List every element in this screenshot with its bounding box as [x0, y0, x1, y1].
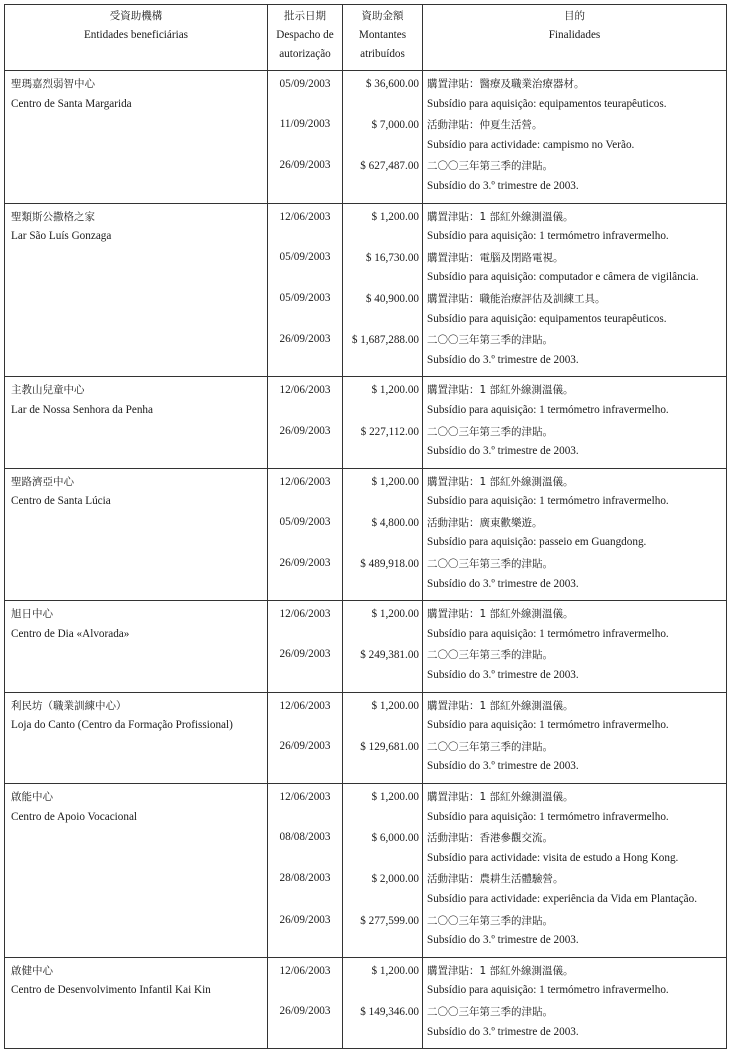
entity-cell [5, 248, 268, 289]
entity-cell [5, 957, 268, 1002]
header-amount [343, 5, 423, 71]
purpose-zh: 活動津貼：農耕生活體驗營。 [427, 873, 564, 886]
grant-date: 05/09/2003 [268, 289, 343, 330]
grant-date: 26/09/2003 [268, 911, 343, 958]
header-amount-zh: 資助金額 [361, 10, 404, 22]
grant-purpose [423, 115, 727, 156]
header-purpose-pt: Finalidades [548, 29, 601, 41]
entity-name-zh: 聖瑪嘉烈弱智中心 [11, 78, 95, 90]
grant-purpose [423, 330, 727, 377]
grant-amount: $ 489,918.00 [343, 554, 423, 601]
grant-row [5, 422, 727, 469]
grant-amount: $ 1,200.00 [343, 468, 423, 513]
grant-date: 12/06/2003 [268, 377, 343, 422]
purpose-pt: Subsídio para aquisição: equipamentos teurapêuticos. [427, 312, 667, 325]
purpose-pt: Subsídio do 3.º trimestre de 2003. [427, 669, 579, 682]
purpose-zh: 購置津貼：1 部紅外線測溫儀。 [427, 699, 574, 712]
grant-purpose [423, 869, 727, 910]
header-date-pt1: Despacho de [276, 29, 334, 41]
grant-row [5, 869, 727, 910]
purpose-zh: 二〇〇三年第三季的津貼。 [427, 649, 553, 662]
entity-name-pt: Lar São Luís Gonzaga [11, 230, 112, 243]
purpose-zh: 二〇〇三年第三季的津貼。 [427, 558, 553, 571]
grant-row [5, 692, 727, 737]
grant-row [5, 957, 727, 1002]
purpose-pt: Subsídio para aquisição: computador e câmera de vigilância. [427, 271, 699, 284]
grant-date: 12/06/2003 [268, 203, 343, 248]
grant-purpose [423, 784, 727, 829]
table-body [5, 71, 727, 1049]
grant-amount: $ 40,900.00 [343, 289, 423, 330]
grant-purpose [423, 248, 727, 289]
entity-cell [5, 513, 268, 554]
purpose-zh: 二〇〇三年第三季的津貼。 [427, 914, 553, 927]
purpose-zh: 二〇〇三年第三季的津貼。 [427, 1005, 553, 1018]
grant-date: 26/09/2003 [268, 1002, 343, 1049]
grant-amount: $ 1,687,288.00 [343, 330, 423, 377]
grant-amount: $ 129,681.00 [343, 737, 423, 784]
grant-date: 12/06/2003 [268, 692, 343, 737]
purpose-pt: Subsídio para aquisição: 1 termómetro infravermelho. [427, 403, 669, 416]
entity-name-pt: Centro de Dia «Alvorada» [11, 627, 130, 640]
purpose-zh: 購置津貼：醫療及職業治療器材。 [427, 78, 585, 90]
grant-row [5, 156, 727, 203]
entity-cell [5, 692, 268, 737]
entity-name-pt: Centro de Santa Margarida [11, 97, 132, 110]
grant-row [5, 289, 727, 330]
entity-name-pt: Centro de Desenvolvimento Infantil Kai Kin [11, 984, 211, 997]
grant-date: 26/09/2003 [268, 737, 343, 784]
grant-date: 12/06/2003 [268, 468, 343, 513]
grant-date: 28/08/2003 [268, 869, 343, 910]
purpose-zh: 二〇〇三年第三季的津貼。 [427, 160, 553, 173]
purpose-pt: Subsídio do 3.º trimestre de 2003. [427, 760, 579, 773]
grant-date: 05/09/2003 [268, 71, 343, 116]
grant-purpose [423, 737, 727, 784]
grant-date: 12/06/2003 [268, 601, 343, 646]
purpose-pt: Subsídio para actividade: experiência da Vida em Plantação. [427, 892, 698, 905]
grant-purpose [423, 422, 727, 469]
purpose-pt: Subsídio do 3.º trimestre de 2003. [427, 1025, 579, 1038]
purpose-pt: Subsídio para actividade: campismo no Verão. [427, 138, 635, 151]
grant-purpose [423, 692, 727, 737]
entity-name-zh: 聖路濟亞中心 [11, 475, 74, 488]
grant-amount: $ 227,112.00 [343, 422, 423, 469]
purpose-zh: 活動津貼：香港參觀交流。 [427, 832, 553, 845]
entity-cell [5, 289, 268, 330]
grant-amount: $ 1,200.00 [343, 377, 423, 422]
entity-cell [5, 828, 268, 869]
grant-amount: $ 36,600.00 [343, 71, 423, 116]
grant-date: 05/09/2003 [268, 248, 343, 289]
grant-purpose [423, 468, 727, 513]
grant-row [5, 203, 727, 248]
entity-cell [5, 203, 268, 248]
purpose-zh: 購置津貼：1 部紅外線測溫儀。 [427, 384, 574, 397]
grant-amount: $ 1,200.00 [343, 203, 423, 248]
grant-date: 26/09/2003 [268, 554, 343, 601]
grant-date: 12/06/2003 [268, 957, 343, 1002]
purpose-zh: 活動津貼：仲夏生活營。 [427, 119, 543, 132]
entity-cell [5, 422, 268, 469]
grant-row [5, 468, 727, 513]
header-entity [5, 5, 268, 71]
header-date-zh: 批示日期 [284, 10, 326, 22]
table-header [5, 5, 727, 71]
purpose-pt: Subsídio para aquisição: 1 termómetro infravermelho. [427, 627, 669, 640]
grant-amount: $ 1,200.00 [343, 692, 423, 737]
entity-name-zh: 旭日中心 [11, 608, 53, 621]
grant-purpose [423, 957, 727, 1002]
grant-purpose [423, 1002, 727, 1049]
grant-amount: $ 277,599.00 [343, 911, 423, 958]
purpose-zh: 活動津貼：廣東歡樂遊。 [427, 516, 543, 529]
purpose-pt: Subsídio para aquisição: 1 termómetro infravermelho. [427, 810, 669, 823]
grant-row [5, 554, 727, 601]
grant-amount: $ 16,730.00 [343, 248, 423, 289]
grant-date: 26/09/2003 [268, 645, 343, 692]
grant-amount: $ 1,200.00 [343, 601, 423, 646]
entity-cell [5, 645, 268, 692]
grant-row [5, 784, 727, 829]
grant-amount: $ 4,800.00 [343, 513, 423, 554]
grant-amount: $ 7,000.00 [343, 115, 423, 156]
entity-cell [5, 737, 268, 784]
grant-purpose [423, 289, 727, 330]
grant-purpose [423, 203, 727, 248]
entity-cell [5, 554, 268, 601]
grant-amount: $ 2,000.00 [343, 869, 423, 910]
entity-name-zh: 利民坊（職業訓練中心） [11, 699, 127, 712]
grant-date: 11/09/2003 [268, 115, 343, 156]
purpose-pt: Subsídio do 3.º trimestre de 2003. [427, 577, 579, 590]
purpose-pt: Subsídio do 3.º trimestre de 2003. [427, 934, 579, 947]
grant-row [5, 513, 727, 554]
grant-row [5, 601, 727, 646]
entity-name-pt: Centro de Apoio Vocacional [11, 810, 138, 823]
grant-purpose [423, 554, 727, 601]
purpose-zh: 購置津貼：1 部紅外線測溫儀。 [427, 475, 574, 488]
purpose-zh: 購置津貼：1 部紅外線測溫儀。 [427, 791, 574, 803]
grant-row [5, 115, 727, 156]
entity-name-zh: 主教山兒童中心 [11, 384, 85, 397]
header-entity-pt: Entidades beneficiárias [83, 29, 189, 41]
grant-date: 26/09/2003 [268, 422, 343, 469]
grant-amount: $ 6,000.00 [343, 828, 423, 869]
grant-purpose [423, 513, 727, 554]
purpose-pt: Subsídio do 3.º trimestre de 2003. [427, 445, 579, 458]
entity-name-pt: Lar de Nossa Senhora da Penha [11, 403, 153, 416]
grant-purpose [423, 645, 727, 692]
grant-row [5, 645, 727, 692]
purpose-pt: Subsídio para aquisição: passeio em Guangdong. [427, 536, 647, 549]
grant-row [5, 248, 727, 289]
entity-cell [5, 330, 268, 377]
grant-purpose [423, 156, 727, 203]
grant-amount: $ 627,487.00 [343, 156, 423, 203]
purpose-pt: Subsídio para aquisição: 1 termómetro infravermelho. [427, 230, 669, 243]
entity-name-pt: Centro de Santa Lúcia [11, 495, 111, 508]
header-amount-pt2: atribuídos [360, 48, 405, 60]
entity-cell [5, 911, 268, 958]
entity-cell [5, 115, 268, 156]
purpose-zh: 二〇〇三年第三季的津貼。 [427, 334, 553, 347]
purpose-pt: Subsídio para aquisição: 1 termómetro infravermelho. [427, 495, 669, 508]
grant-date: 26/09/2003 [268, 156, 343, 203]
header-date [268, 5, 343, 71]
purpose-zh: 購置津貼：職能治療評估及訓練工具。 [427, 292, 606, 305]
entity-cell [5, 784, 268, 829]
entity-cell [5, 869, 268, 910]
purpose-zh: 購置津貼：1 部紅外線測溫儀。 [427, 964, 574, 977]
purpose-pt: Subsídio para aquisição: 1 termómetro infravermelho. [427, 984, 669, 997]
purpose-pt: Subsídio para aquisição: equipamentos teurapêuticos. [427, 97, 667, 110]
entity-cell [5, 156, 268, 203]
grant-amount: $ 149,346.00 [343, 1002, 423, 1049]
grant-date: 08/08/2003 [268, 828, 343, 869]
entity-cell [5, 71, 268, 116]
grants-table [4, 4, 727, 1049]
entity-cell [5, 468, 268, 513]
purpose-zh: 購置津貼：電腦及閉路電視。 [427, 251, 564, 264]
grant-date: 05/09/2003 [268, 513, 343, 554]
grants-document [4, 4, 726, 1049]
purpose-zh: 購置津貼：1 部紅外線測溫儀。 [427, 210, 574, 223]
entity-name-pt: Loja do Canto (Centro da Formação Profissional) [11, 719, 233, 732]
header-amount-pt1: Montantes [358, 29, 407, 41]
purpose-zh: 二〇〇三年第三季的津貼。 [427, 740, 553, 753]
header-purpose [423, 5, 727, 71]
grant-row [5, 828, 727, 869]
purpose-zh: 二〇〇三年第三季的津貼。 [427, 425, 553, 438]
grant-row [5, 71, 727, 116]
entity-cell [5, 377, 268, 422]
grant-purpose [423, 377, 727, 422]
grant-purpose [423, 71, 727, 116]
grant-row [5, 911, 727, 958]
purpose-pt: Subsídio para aquisição: 1 termómetro infravermelho. [427, 719, 669, 732]
grant-row [5, 330, 727, 377]
entity-name-zh: 啟健中心 [11, 964, 53, 977]
entity-name-zh: 啟能中心 [11, 791, 53, 803]
grant-date: 12/06/2003 [268, 784, 343, 829]
grant-row [5, 377, 727, 422]
header-purpose-zh: 目的 [564, 10, 585, 22]
grant-purpose [423, 911, 727, 958]
purpose-zh: 購置津貼：1 部紅外線測溫儀。 [427, 608, 574, 621]
grant-amount: $ 249,381.00 [343, 645, 423, 692]
entity-cell [5, 601, 268, 646]
grant-purpose [423, 601, 727, 646]
purpose-pt: Subsídio para actividade: visita de estudo a Hong Kong. [427, 851, 679, 864]
grant-row [5, 737, 727, 784]
entity-name-zh: 聖類斯公撒格之家 [11, 210, 95, 223]
grant-date: 26/09/2003 [268, 330, 343, 377]
purpose-pt: Subsídio do 3.º trimestre de 2003. [427, 179, 579, 192]
purpose-pt: Subsídio do 3.º trimestre de 2003. [427, 353, 579, 366]
grant-purpose [423, 828, 727, 869]
header-entity-zh: 受資助機構 [109, 10, 163, 22]
entity-cell [5, 1002, 268, 1049]
grant-amount: $ 1,200.00 [343, 784, 423, 829]
grant-row [5, 1002, 727, 1049]
grant-amount: $ 1,200.00 [343, 957, 423, 1002]
header-date-pt2: autorização [279, 48, 331, 60]
